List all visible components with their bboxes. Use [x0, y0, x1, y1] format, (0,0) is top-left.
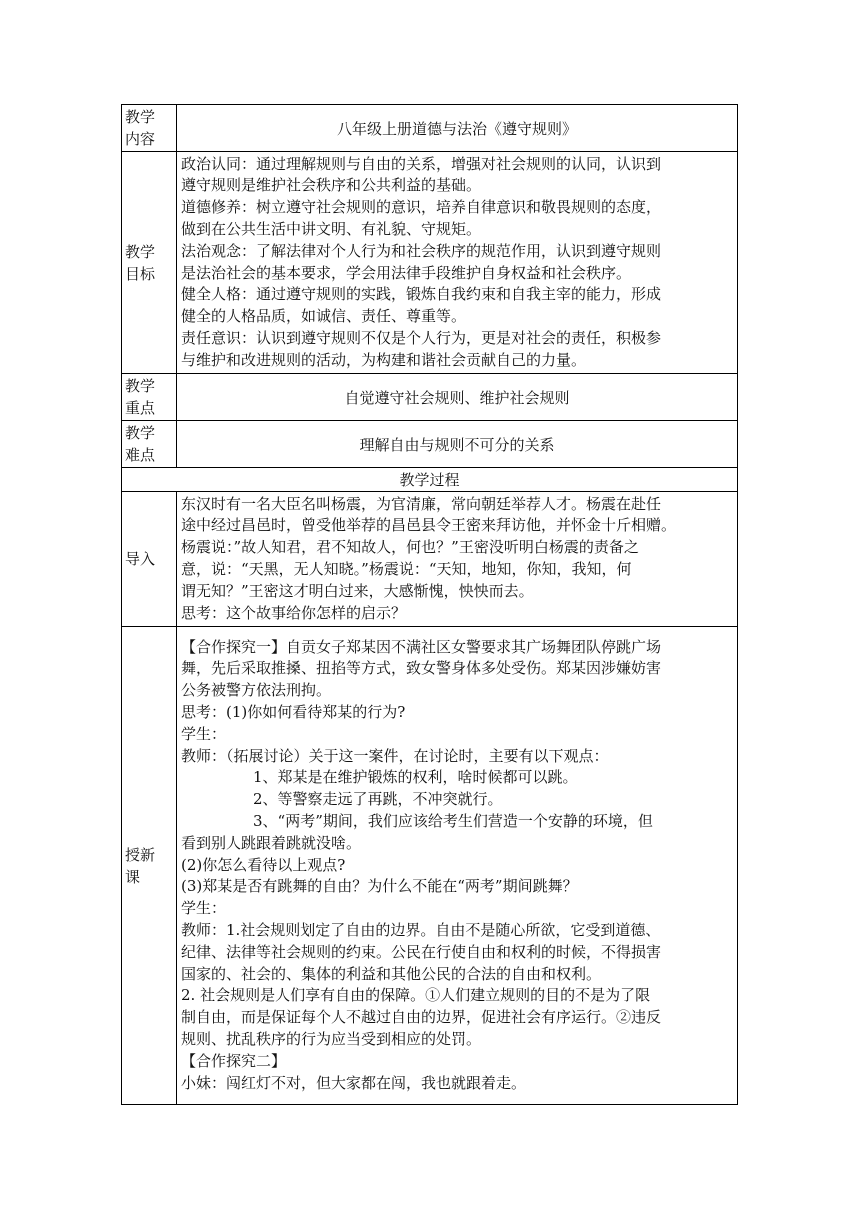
lesson-line: 2. 社会规则是人们享有自由的保障。①人们建立规则的目的不是为了限 [181, 986, 651, 1005]
lesson-line: 1、郑某是在维护锻炼的权利，啥时候都可以跳。 [253, 768, 578, 787]
label-intro [122, 492, 177, 627]
intro-line: 谓无知？”王密这才明白过来，大感惭愧，怏怏而去。 [181, 581, 534, 600]
lesson-line: (3)郑某是否有跳舞的自由？为什么不能在“两考”期间跳舞？ [181, 877, 578, 896]
row-intro [122, 492, 738, 627]
row-process [122, 468, 738, 492]
intro-line: 意，说：“天黑，无人知晓。”杨震说：“天知，地知，你知，我知，何 [181, 560, 632, 578]
row-goals [122, 152, 738, 374]
intro-line: 杨震说：”故人知君，君不知故人，何也？”王密没听明白杨震的责备之 [181, 538, 639, 557]
label-difficult [122, 421, 177, 468]
process-title: 教学过程 [122, 468, 738, 492]
goal-line: 政治认同：通过理解规则与自由的关系，增强对社会规则的认同，认识到 [181, 154, 662, 173]
lesson-line: 制自由，而是保证每个人不越过自由的边界，促进社会有序运行。②违反 [181, 1008, 662, 1027]
intro-line: 东汉时有一名大臣名叫杨震，为官清廉，常向朝廷举荐人才。杨震在赴任 [181, 494, 662, 513]
difficult-text: 理解自由与规则不可分的关系 [177, 421, 738, 468]
goal-line: 遵守规则是维护社会秩序和公共利益的基础。 [181, 176, 482, 195]
lesson-line: 国家的、社会的、集体的利益和其他公民的合法的自由和权利。 [181, 964, 602, 983]
goal-line: 做到在公共生活中讲文明、有礼貌、守规矩。 [181, 219, 482, 238]
label-key [122, 374, 177, 421]
label-line: 教学 [125, 108, 156, 126]
content-text: 八年级上册道德与法治《遵守规则》 [177, 105, 738, 152]
label-line: 目标 [125, 264, 156, 283]
lesson-line: 舞，先后采取推搡、扭掐等方式，致女警身体多处受伤。郑某因涉嫌妨害 [181, 659, 662, 678]
lesson-line: (2)你怎么看待以上观点? [181, 855, 346, 874]
lesson-line: 3、“两考”期间，我们应该给考生们营造一个安静的环境，但 [253, 812, 653, 830]
lesson-line: 学生： [181, 724, 227, 743]
label-newlesson [122, 627, 177, 1105]
goal-line: 健全的人格品质，如诚信、责任、尊重等。 [181, 307, 467, 326]
goal-line: 是法治社会的基本要求，学会用法律手段维护自身权益和社会秩序。 [181, 263, 632, 282]
lesson-line: 【合作探究一】自贡女子郑某因不满社区女警要求其广场舞团队停跳广场 [181, 637, 662, 656]
goals-body [177, 152, 738, 374]
label-line: 课 [125, 867, 141, 886]
lesson-line: 【合作探究二】 [181, 1051, 287, 1070]
lesson-line: 2、等警察走远了再跳，不冲突就行。 [253, 790, 503, 809]
label-line: 教学 [125, 424, 156, 442]
label-line: 导入 [125, 550, 156, 568]
row-content [122, 105, 738, 152]
goal-line: 责任意识：认识到遵守规则不仅是个人行为，更是对社会的责任，积极参 [181, 328, 662, 347]
row-newlesson [122, 627, 738, 1105]
intro-line: 途中经过昌邑时，曾受他举荐的昌邑县令王密来拜访他，并怀金十斤相赠。 [181, 516, 677, 535]
label-goals [122, 152, 177, 374]
goal-line: 健全人格：通过遵守规则的实践，锻炼自我约束和自我主宰的能力，形成 [181, 285, 662, 304]
lesson-line: 公务被警方依法刑拘。 [181, 681, 332, 700]
lesson-line: 教师：1.社会规则划定了自由的边界。自由不是随心所欲，它受到道德、 [181, 920, 661, 939]
label-line: 授新 [125, 845, 156, 864]
newlesson-body [177, 627, 738, 1105]
label-line: 教学 [125, 242, 156, 261]
lesson-line: 纪律、法律等社会规则的约束。公民在行使自由和权利的时候，不得损害 [181, 942, 662, 961]
label-line: 内容 [125, 130, 156, 148]
intro-line: 思考：这个故事给你怎样的启示？ [181, 603, 407, 622]
lesson-line: 看到别人跳跟着跳就没啥。 [181, 833, 362, 852]
row-difficult [122, 421, 738, 468]
goal-line: 法治观念：了解法律对个人行为和社会秩序的规范作用，认识到遵守规则 [181, 241, 662, 260]
lesson-line: 学生： [181, 899, 227, 918]
lesson-line: 小妹：闯红灯不对，但大家都在闯，我也就跟着走。 [181, 1073, 527, 1092]
label-line: 难点 [125, 446, 156, 464]
label-line: 重点 [125, 399, 156, 417]
lesson-line: 教师：（拓展讨论）关于这一案件，在讨论时，主要有以下观点： [181, 746, 609, 765]
lesson-line: 规则、扰乱秩序的行为应当受到相应的处罚。 [181, 1029, 482, 1048]
lesson-plan-table [121, 104, 738, 1105]
key-text: 自觉遵守社会规则、维护社会规则 [177, 374, 738, 421]
intro-body [177, 492, 738, 627]
goal-line: 与维护和改进规则的活动，为构建和谐社会贡献自己的力量。 [181, 350, 587, 369]
lesson-line: 思考：(1)你如何看待郑某的行为? [181, 703, 406, 722]
label-content [122, 105, 177, 152]
goal-line: 道德修养：树立遵守社会规则的意识，培养自律意识和敬畏规则的态度， [181, 198, 662, 217]
label-line: 教学 [125, 377, 156, 395]
row-key [122, 374, 738, 421]
